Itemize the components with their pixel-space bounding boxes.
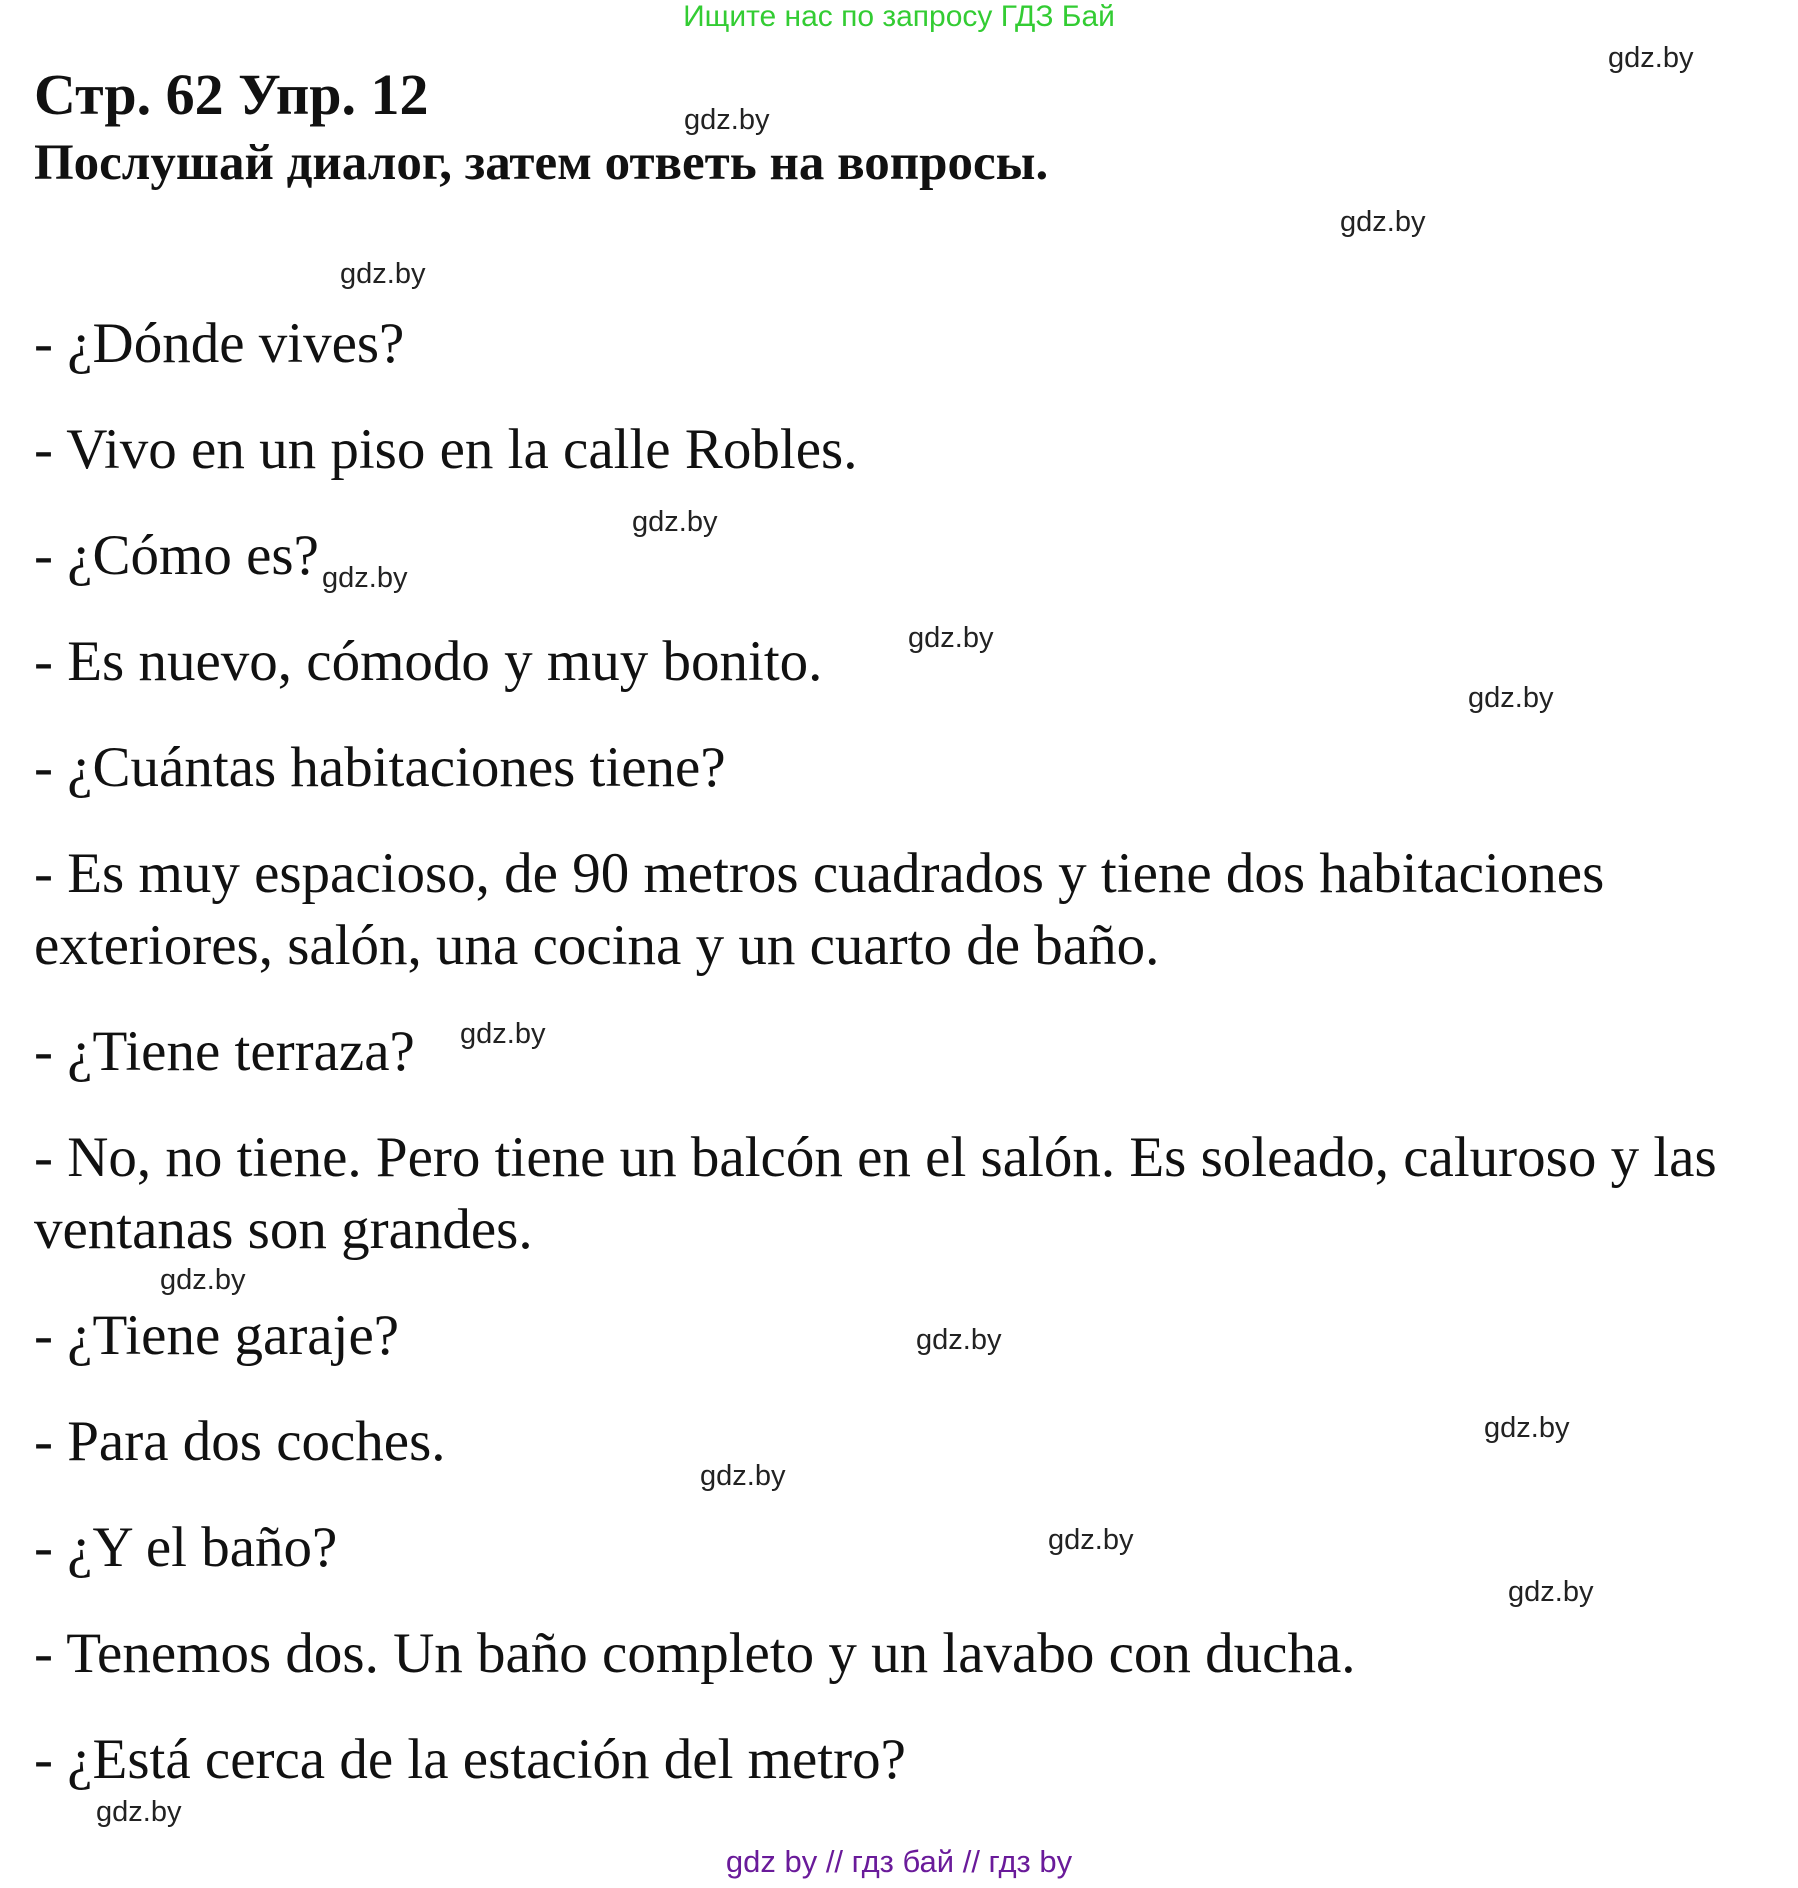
dialog-line: - ¿Cómo es? bbox=[34, 524, 319, 587]
dialog-line: - ¿Está cerca de la estación del metro? bbox=[34, 1728, 906, 1791]
watermark: gdz.by bbox=[632, 506, 718, 538]
watermark: gdz.by bbox=[1508, 1576, 1594, 1608]
dialog-line: - Tenemos dos. Un baño completo y un lavabo con ducha. bbox=[34, 1622, 1356, 1685]
watermark: gdz.by bbox=[1608, 42, 1694, 74]
dialog-line: - ¿Cuántas habitaciones tiene? bbox=[34, 736, 726, 799]
dialog-line: - ¿Tiene garaje? bbox=[34, 1304, 400, 1367]
watermark: gdz.by bbox=[700, 1460, 786, 1492]
dialog-line: - Es nuevo, cómodo y muy bonito. bbox=[34, 630, 823, 693]
watermark: gdz.by bbox=[322, 562, 408, 594]
watermark: gdz.by bbox=[160, 1264, 246, 1296]
watermark: gdz.by bbox=[916, 1324, 1002, 1356]
footer-links: gdz by // гдз бай // гдз by bbox=[725, 1844, 1073, 1879]
watermark: gdz.by bbox=[908, 622, 994, 654]
watermark: gdz.by bbox=[1468, 682, 1554, 714]
watermark: gdz.by bbox=[340, 258, 426, 290]
watermark: gdz.by bbox=[1484, 1412, 1570, 1444]
watermark: gdz.by bbox=[1048, 1524, 1134, 1556]
dialog-line: - Es muy espacioso, de 90 metros cuadrados y tiene dos habitaciones exteriores, salón, una cocina y un cuarto de baño. bbox=[34, 842, 1605, 977]
watermark: gdz.by bbox=[460, 1018, 546, 1050]
dialog-line: - ¿Dónde vives? bbox=[34, 312, 405, 375]
page-title: Стр. 62 Упр. 12 bbox=[34, 62, 429, 127]
watermark: gdz.by bbox=[96, 1796, 182, 1828]
dialog-line: - No, no tiene. Pero tiene un balcón en el salón. Es soleado, caluroso y las ventanas son grandes. bbox=[34, 1126, 1717, 1261]
top-banner: Ищите нас по запросу ГДЗ Бай bbox=[683, 0, 1115, 33]
exercise-instruction: Послушай диалог, затем ответь на вопросы. bbox=[34, 135, 1049, 191]
dialog-line: - Vivo en un piso en la calle Robles. bbox=[34, 418, 858, 481]
dialog-line: - Para dos coches. bbox=[34, 1410, 446, 1473]
watermark: gdz.by bbox=[1340, 206, 1426, 238]
dialog-line: - ¿Y el baño? bbox=[34, 1516, 338, 1579]
dialog-line: - ¿Tiene terraza? bbox=[34, 1020, 415, 1083]
watermark: gdz.by bbox=[684, 104, 770, 136]
